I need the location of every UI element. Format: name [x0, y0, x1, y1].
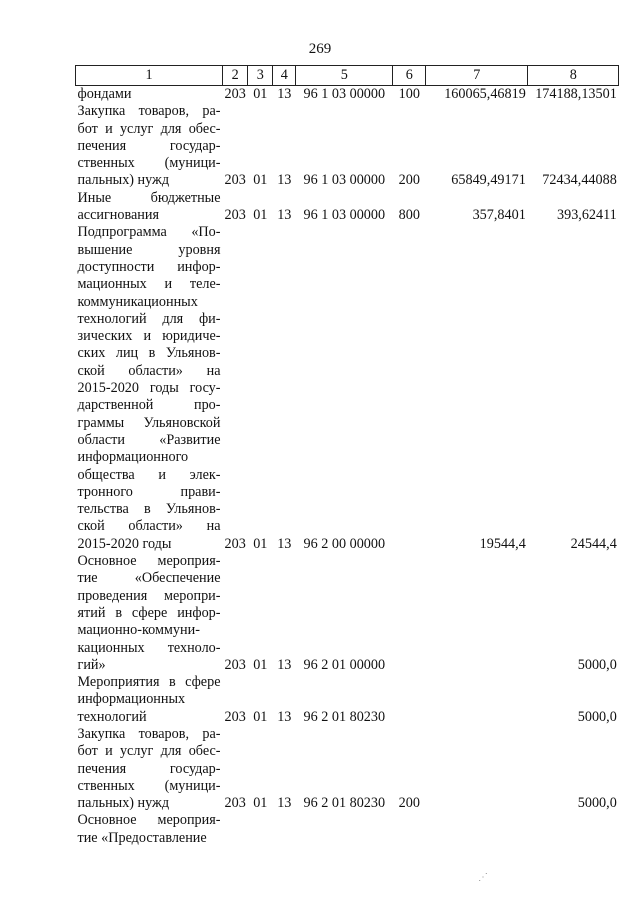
row-name [76, 224, 223, 553]
row-amount-year2: 5000,0 [577, 708, 617, 725]
table-row [76, 726, 619, 812]
table-row [76, 674, 619, 726]
row-name-line: гий» [77, 656, 106, 673]
row-name-line: общества и элек- [77, 466, 221, 483]
row-name-line: ассигнования [77, 207, 160, 224]
row-code-section: 01 [253, 207, 268, 224]
table-row [76, 224, 619, 553]
row-code-target: 96 2 01 80230 [303, 708, 386, 725]
page-number: 269 [308, 41, 332, 57]
row-name-line: пальных) нужд [77, 172, 170, 189]
row-amount-year1 [426, 674, 528, 726]
table-row [76, 190, 619, 225]
row-code-admin: 203 [224, 708, 246, 725]
row-code-subsection: 13 [277, 86, 292, 102]
row-name-line: дарственной про- [77, 397, 221, 414]
row-name-line: Иные бюджетные [77, 189, 221, 206]
row-name [76, 726, 223, 812]
row-code-expense-type [393, 224, 426, 553]
row-name [76, 86, 223, 104]
row-code-expense-type [393, 812, 426, 847]
row-code-subsection: 13 [277, 708, 292, 725]
header-col-5: 5 [296, 66, 393, 86]
row-name-line: бот и услуг для обес- [77, 743, 221, 760]
row-amount-year1 [426, 553, 528, 674]
row-code-admin: 203 [224, 795, 246, 812]
row-amount-year1: 160065,46819 [444, 86, 526, 102]
row-name-line: фондами [77, 86, 132, 102]
row-code-target: 96 2 00 00000 [303, 535, 386, 552]
row-name-line: информационного [77, 449, 189, 466]
row-name-line: мационно-коммуни- [77, 622, 200, 639]
row-name-line: Закупка товаров, ра- [77, 103, 221, 120]
row-name-line: Основное мероприя- [77, 553, 221, 570]
row-name-line: ской области» на [77, 518, 221, 535]
row-amount-year2: 5000,0 [577, 656, 617, 673]
row-code-admin: 203 [224, 207, 246, 224]
row-amount-year2 [528, 812, 619, 847]
row-name [76, 674, 223, 726]
header-col-8: 8 [528, 66, 619, 86]
row-code-section [248, 812, 273, 847]
row-name-line: бот и услуг для обес- [77, 120, 221, 137]
row-code-expense-type [393, 674, 426, 726]
row-name-line: ственных (муници- [77, 155, 221, 172]
row-amount-year1 [426, 726, 528, 812]
row-code-target: 96 1 03 00000 [303, 172, 386, 189]
row-code-admin [223, 812, 248, 847]
row-code-target: 96 1 03 00000 [303, 86, 386, 102]
row-code-admin: 203 [224, 535, 246, 552]
row-name-line: вышение уровня [77, 241, 221, 258]
row-code-target [296, 812, 393, 847]
row-name-line: печения государ- [77, 137, 221, 154]
table-header [76, 66, 619, 86]
row-name-line: пальных) нужд [77, 795, 170, 812]
row-name-line: ской области» на [77, 362, 221, 379]
row-code-section: 01 [253, 86, 268, 102]
row-name-line: 2015-2020 годы [77, 535, 172, 552]
row-name-line: ственных (муници- [77, 777, 221, 794]
row-name-line: Подпрограмма «По- [77, 224, 221, 241]
table-row [76, 553, 619, 674]
row-code-expense-type [393, 553, 426, 674]
row-name-line: Мероприятия в сфере [77, 674, 221, 691]
row-name-line: Закупка товаров, ра- [77, 725, 221, 742]
row-code-subsection: 13 [277, 656, 292, 673]
row-name-line: технологий [77, 708, 147, 725]
row-code-section: 01 [253, 172, 268, 189]
budget-table [75, 65, 619, 847]
row-amount-year1 [426, 812, 528, 847]
row-name-line: граммы Ульяновской [77, 414, 221, 431]
row-code-section: 01 [253, 708, 268, 725]
row-code-section: 01 [253, 535, 268, 552]
row-amount-year2: 5000,0 [577, 795, 617, 812]
table-row [76, 86, 619, 104]
row-name-line: Основное мероприя- [77, 812, 221, 829]
row-name-line: тронного прави- [77, 483, 221, 500]
row-name-line: доступности инфор- [77, 258, 221, 275]
row-name-line: технологий для фи- [77, 310, 221, 327]
row-name-line: ских лиц в Ульянов- [77, 345, 221, 362]
row-name-line: зических и юридиче- [77, 328, 221, 345]
row-amount-year1: 19544,4 [479, 535, 526, 552]
row-name-line: ятий в сфере инфор- [77, 604, 221, 621]
row-name-line: кационных техноло- [77, 639, 221, 656]
row-code-admin: 203 [224, 172, 246, 189]
row-amount-year2: 174188,13501 [535, 86, 617, 102]
row-name-line: проведения меропри- [77, 587, 221, 604]
header-col-6: 6 [393, 66, 426, 86]
row-code-target: 96 1 03 00000 [303, 207, 386, 224]
row-amount-year1: 65849,49171 [451, 172, 526, 189]
header-col-2: 2 [223, 66, 248, 86]
row-code-subsection: 13 [277, 535, 292, 552]
scan-speck: ⋰ [478, 872, 488, 883]
row-name-line: 2015-2020 годы госу- [77, 380, 221, 397]
row-code-section: 01 [253, 795, 268, 812]
row-code-expense-type: 200 [398, 795, 420, 812]
header-col-3: 3 [248, 66, 273, 86]
row-name-line: тие «Предоставление [77, 829, 207, 846]
row-name-line: печения государ- [77, 760, 221, 777]
header-col-1: 1 [76, 66, 223, 86]
header-row [76, 66, 619, 86]
row-name-line: мационных и теле- [77, 276, 221, 293]
row-code-target: 96 2 01 00000 [303, 656, 386, 673]
row-amount-year1: 357,8401 [472, 207, 526, 224]
row-code-expense-type: 800 [398, 207, 420, 224]
row-code-target: 96 2 01 80230 [303, 795, 386, 812]
row-code-subsection: 13 [277, 172, 292, 189]
row-name [76, 190, 223, 225]
row-name-line: коммуникационных [77, 293, 198, 310]
row-amount-year2: 72434,44088 [542, 172, 617, 189]
row-amount-year2: 393,62411 [557, 207, 617, 224]
row-code-expense-type: 200 [398, 172, 420, 189]
row-code-admin: 203 [224, 656, 246, 673]
row-name-line: информационных [77, 691, 186, 708]
header-col-4: 4 [273, 66, 296, 86]
row-name [76, 103, 223, 189]
table-body [76, 86, 619, 848]
header-col-7: 7 [426, 66, 528, 86]
row-name [76, 812, 223, 847]
row-name-line: области «Развитие [77, 431, 221, 448]
row-code-subsection: 13 [277, 795, 292, 812]
row-code-subsection: 13 [277, 207, 292, 224]
row-code-subsection [273, 812, 296, 847]
row-code-admin: 203 [224, 86, 246, 102]
table-row [76, 812, 619, 847]
table-row [76, 103, 619, 189]
row-name-line: тельства в Ульянов- [77, 501, 221, 518]
row-code-expense-type: 100 [398, 86, 420, 102]
row-name-line: тие «Обеспечение [77, 570, 221, 587]
row-code-section: 01 [253, 656, 268, 673]
row-name [76, 553, 223, 674]
row-amount-year2: 24544,4 [570, 535, 617, 552]
